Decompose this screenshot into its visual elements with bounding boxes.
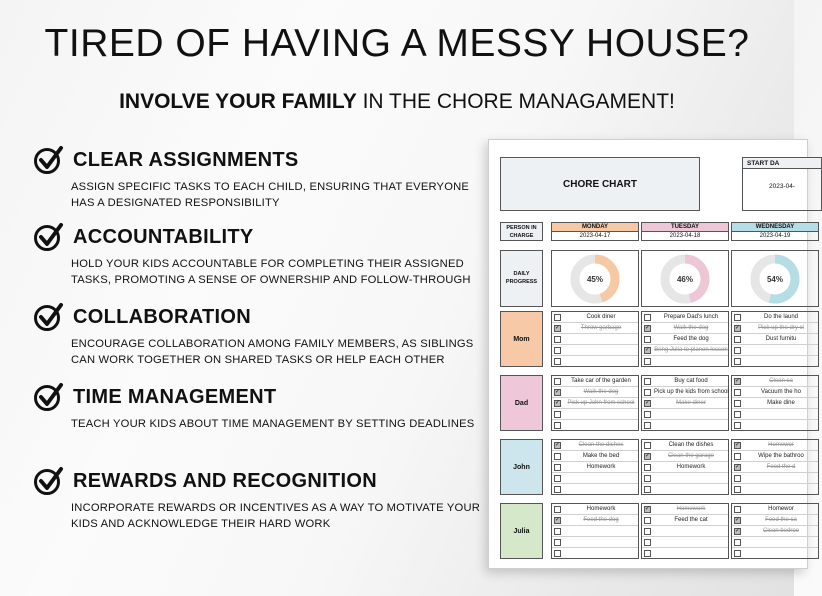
task-checkbox[interactable] (554, 400, 561, 407)
task-row (732, 484, 818, 495)
task-text: Homewor (768, 506, 794, 512)
progress-donut (569, 253, 621, 305)
task-checkbox[interactable] (644, 517, 651, 524)
task-text: Make the bed (582, 453, 620, 459)
start-date-box (742, 157, 822, 211)
person-cell: Mom (500, 311, 543, 367)
task-row (642, 462, 728, 473)
task-checkbox[interactable] (554, 314, 561, 321)
task-checkbox[interactable] (554, 347, 561, 354)
task-text: Feed the dog (673, 336, 709, 342)
task-checkbox[interactable] (734, 422, 741, 429)
task-row (552, 548, 638, 559)
feature-item (33, 466, 483, 532)
task-row (552, 345, 638, 356)
chore-chart-document (488, 139, 808, 569)
task-text: Pick up the kids from school (654, 389, 729, 395)
task-checkbox[interactable] (734, 314, 741, 321)
task-cell (551, 375, 639, 431)
task-row (642, 473, 728, 484)
task-row (552, 504, 638, 515)
task-row (732, 473, 818, 484)
task-checkbox[interactable] (734, 528, 741, 535)
task-checkbox[interactable] (554, 539, 561, 546)
task-checkbox[interactable] (734, 539, 741, 546)
task-row (552, 420, 638, 431)
task-text: Clean the dishes (578, 442, 624, 448)
task-checkbox[interactable] (734, 506, 741, 513)
task-row (732, 548, 818, 559)
task-row (642, 526, 728, 537)
task-row (732, 312, 818, 323)
task-text: Bring Julia to planon lesson (654, 347, 728, 353)
day-date: 2023-04-17 (579, 233, 611, 239)
task-cell (731, 311, 819, 367)
task-row (552, 398, 638, 409)
task-row (552, 484, 638, 495)
task-text: Feed the dog (583, 517, 619, 523)
progress-percent: 46% (676, 274, 694, 284)
task-row (642, 345, 728, 356)
task-cell (641, 375, 729, 431)
task-row (732, 537, 818, 548)
task-row (732, 420, 818, 431)
task-cell (641, 503, 729, 559)
task-checkbox[interactable] (554, 411, 561, 418)
task-cell (551, 311, 639, 367)
task-checkbox[interactable] (554, 378, 561, 385)
task-text: Pick up the dry cl (758, 325, 804, 331)
task-row (552, 376, 638, 387)
task-row (732, 376, 818, 387)
person-cell: Dad (500, 375, 543, 431)
task-checkbox[interactable] (734, 400, 741, 407)
task-row (642, 409, 728, 420)
subline-rest: IN THE CHORE MANAGAMENT! (356, 90, 675, 113)
task-text: Feed the d (766, 464, 796, 470)
task-checkbox[interactable] (554, 358, 561, 365)
person-cell: John (500, 439, 543, 495)
task-text: Dust furnitu (765, 336, 797, 342)
task-row (642, 387, 728, 398)
feature-item (33, 145, 483, 211)
task-text: Do the laund (763, 314, 799, 320)
feature-title: ACCOUNTABILITY (73, 225, 254, 248)
progress-donut (659, 253, 711, 305)
task-checkbox[interactable] (554, 453, 561, 460)
task-text: Feed the cat (674, 517, 708, 523)
task-text: Feed the ca (765, 517, 797, 523)
task-text: Homework (586, 464, 616, 470)
feature-item (33, 302, 483, 368)
task-text: Clean the garage (667, 453, 715, 459)
task-text: Homework (586, 506, 616, 512)
task-row (732, 345, 818, 356)
task-row (552, 462, 638, 473)
task-row (642, 398, 728, 409)
task-row (552, 409, 638, 420)
day-name: MONDAY (552, 223, 638, 232)
task-checkbox[interactable] (554, 336, 561, 343)
progress-cell (641, 250, 729, 307)
feature-title: CLEAR ASSIGNMENTS (73, 148, 299, 171)
task-row (642, 420, 728, 431)
task-text: Make diner (676, 400, 706, 406)
task-checkbox[interactable] (644, 314, 651, 321)
task-row (642, 451, 728, 462)
feature-description: ASSIGN SPECIFIC TASKS TO EACH CHILD, ENSURING THAT EVERYONE HAS A DESIGNATED RESPONSIBILITY (71, 181, 470, 209)
task-row (552, 312, 638, 323)
task-checkbox[interactable] (554, 486, 561, 493)
task-text: Clean ca (769, 378, 793, 384)
task-row (732, 515, 818, 526)
task-row (552, 515, 638, 526)
start-date-label: START DA (743, 158, 821, 169)
task-row (732, 462, 818, 473)
task-checkbox[interactable] (644, 378, 651, 385)
task-text: Clean the dishes (668, 442, 714, 448)
checkmark-icon (33, 222, 63, 252)
task-row (552, 387, 638, 398)
task-text: Wipe the bathroo (758, 453, 804, 459)
task-checkbox[interactable] (554, 475, 561, 482)
task-cell (551, 503, 639, 559)
task-checkbox[interactable] (644, 422, 651, 429)
task-checkbox[interactable] (734, 325, 741, 332)
task-row (642, 537, 728, 548)
feature-description: INCORPORATE REWARDS OR INCENTIVES AS A WAY TO MOTIVATE YOUR KIDS AND ACKNOWLEDGE THEIR HARD WORK (71, 502, 481, 530)
task-row (732, 504, 818, 515)
task-row (642, 334, 728, 345)
task-row (732, 323, 818, 334)
task-checkbox[interactable] (734, 453, 741, 460)
task-cell (731, 503, 819, 559)
task-checkbox[interactable] (734, 442, 741, 449)
feature-title: COLLABORATION (73, 305, 251, 328)
task-row (732, 440, 818, 451)
task-row (552, 356, 638, 367)
task-checkbox[interactable] (554, 517, 561, 524)
checkmark-icon (33, 466, 63, 496)
day-header (551, 222, 639, 241)
task-checkbox[interactable] (644, 475, 651, 482)
task-row (732, 451, 818, 462)
task-cell (641, 439, 729, 495)
task-text: Homewor (768, 442, 794, 448)
task-checkbox[interactable] (554, 422, 561, 429)
task-checkbox[interactable] (734, 464, 741, 471)
task-checkbox[interactable] (644, 539, 651, 546)
task-checkbox[interactable] (644, 336, 651, 343)
start-date-value: 2023-04- (769, 183, 796, 190)
task-checkbox[interactable] (734, 389, 741, 396)
task-checkbox[interactable] (644, 528, 651, 535)
task-text: Prepare Dad's lunch (663, 314, 719, 320)
task-row (732, 387, 818, 398)
task-row (642, 548, 728, 559)
progress-cell (551, 250, 639, 307)
task-checkbox[interactable] (734, 347, 741, 354)
task-cell (551, 439, 639, 495)
task-text: Vacuum the ho (761, 389, 801, 395)
task-checkbox[interactable] (734, 517, 741, 524)
task-row (732, 356, 818, 367)
task-checkbox[interactable] (644, 453, 651, 460)
progress-donut (749, 253, 801, 305)
checkmark-icon (33, 382, 63, 412)
task-checkbox[interactable] (734, 486, 741, 493)
task-checkbox[interactable] (644, 442, 651, 449)
feature-description: ENCOURAGE COLLABORATION AMONG FAMILY MEMBERS, AS SIBLINGS CAN WORK TOGETHER ON SHARED TASKS OR HELP EACH OTHER (71, 338, 474, 366)
task-checkbox[interactable] (554, 389, 561, 396)
task-checkbox[interactable] (644, 411, 651, 418)
chart-title: CHORE CHART (500, 157, 700, 211)
checkmark-icon (33, 302, 63, 332)
task-checkbox[interactable] (644, 464, 651, 471)
task-cell (731, 439, 819, 495)
task-checkbox[interactable] (644, 325, 651, 332)
task-text: Homework (676, 464, 706, 470)
task-checkbox[interactable] (554, 325, 561, 332)
task-checkbox[interactable] (734, 358, 741, 365)
feature-item (33, 382, 483, 432)
progress-percent: 45% (586, 274, 604, 284)
task-text: Walk the dog (583, 389, 619, 395)
task-text: Walk the dog (673, 325, 709, 331)
feature-item (33, 222, 483, 288)
task-checkbox[interactable] (554, 442, 561, 449)
task-checkbox[interactable] (644, 389, 651, 396)
progress-cell (731, 250, 819, 307)
task-checkbox[interactable] (734, 378, 741, 385)
task-checkbox[interactable] (644, 506, 651, 513)
task-checkbox[interactable] (554, 506, 561, 513)
task-row (732, 398, 818, 409)
task-text: Buy cat food (674, 378, 708, 384)
daily-progress-label: DAILY PROGRESS (500, 250, 543, 307)
task-row (642, 484, 728, 495)
feature-description: TEACH YOUR KIDS ABOUT TIME MANAGEMENT BY SETTING DEADLINES (71, 418, 475, 430)
task-row (732, 409, 818, 420)
task-text: Homework (676, 506, 706, 512)
person-header: PERSON IN CHARGE (500, 222, 543, 241)
task-text: Cook diner (586, 314, 616, 320)
task-checkbox[interactable] (644, 400, 651, 407)
task-row (642, 356, 728, 367)
checkmark-icon (33, 145, 63, 175)
task-text: Make dine (767, 400, 795, 406)
day-name: WEDNESDAY (732, 223, 818, 232)
task-text: Throw garbage (580, 325, 622, 331)
day-date: 2023-04-18 (669, 233, 701, 239)
task-row (732, 526, 818, 537)
task-row (552, 526, 638, 537)
task-cell (731, 375, 819, 431)
task-row (552, 537, 638, 548)
task-checkbox[interactable] (644, 486, 651, 493)
task-checkbox[interactable] (734, 336, 741, 343)
task-row (642, 440, 728, 451)
task-cell (641, 311, 729, 367)
task-row (552, 323, 638, 334)
subline-bold: INVOLVE YOUR FAMILY (119, 90, 357, 113)
person-cell: Julia (500, 503, 543, 559)
day-name: TUESDAY (642, 223, 728, 232)
task-text: Take car of the garden (571, 378, 631, 384)
headline: TIRED OF HAVING A MESSY HOUSE? (44, 22, 750, 65)
task-row (642, 312, 728, 323)
task-row (552, 334, 638, 345)
task-row (642, 515, 728, 526)
task-row (642, 323, 728, 334)
task-row (642, 376, 728, 387)
task-row (642, 504, 728, 515)
task-checkbox[interactable] (554, 528, 561, 535)
task-checkbox[interactable] (734, 411, 741, 418)
subline (0, 90, 794, 114)
feature-description: HOLD YOUR KIDS ACCOUNTABLE FOR COMPLETING THEIR ASSIGNED TASKS, PROMOTING A SENSE OF OWNERSHIP AND FOLLOW-THROUGH (71, 258, 471, 286)
task-text: Pick up John from school (567, 400, 635, 406)
task-row (552, 451, 638, 462)
task-row (732, 334, 818, 345)
feature-title: TIME MANAGEMENT (73, 385, 277, 408)
task-checkbox[interactable] (554, 550, 561, 557)
task-checkbox[interactable] (644, 347, 651, 354)
task-text: Clean bedroo (762, 528, 800, 534)
day-header (641, 222, 729, 241)
day-date: 2023-04-19 (759, 233, 791, 239)
task-checkbox[interactable] (734, 550, 741, 557)
day-header (731, 222, 819, 241)
feature-title: REWARDS AND RECOGNITION (73, 469, 377, 492)
task-checkbox[interactable] (734, 475, 741, 482)
task-row (552, 440, 638, 451)
task-checkbox[interactable] (554, 464, 561, 471)
task-row (552, 473, 638, 484)
progress-percent: 54% (766, 274, 784, 284)
task-checkbox[interactable] (644, 550, 651, 557)
task-checkbox[interactable] (644, 358, 651, 365)
